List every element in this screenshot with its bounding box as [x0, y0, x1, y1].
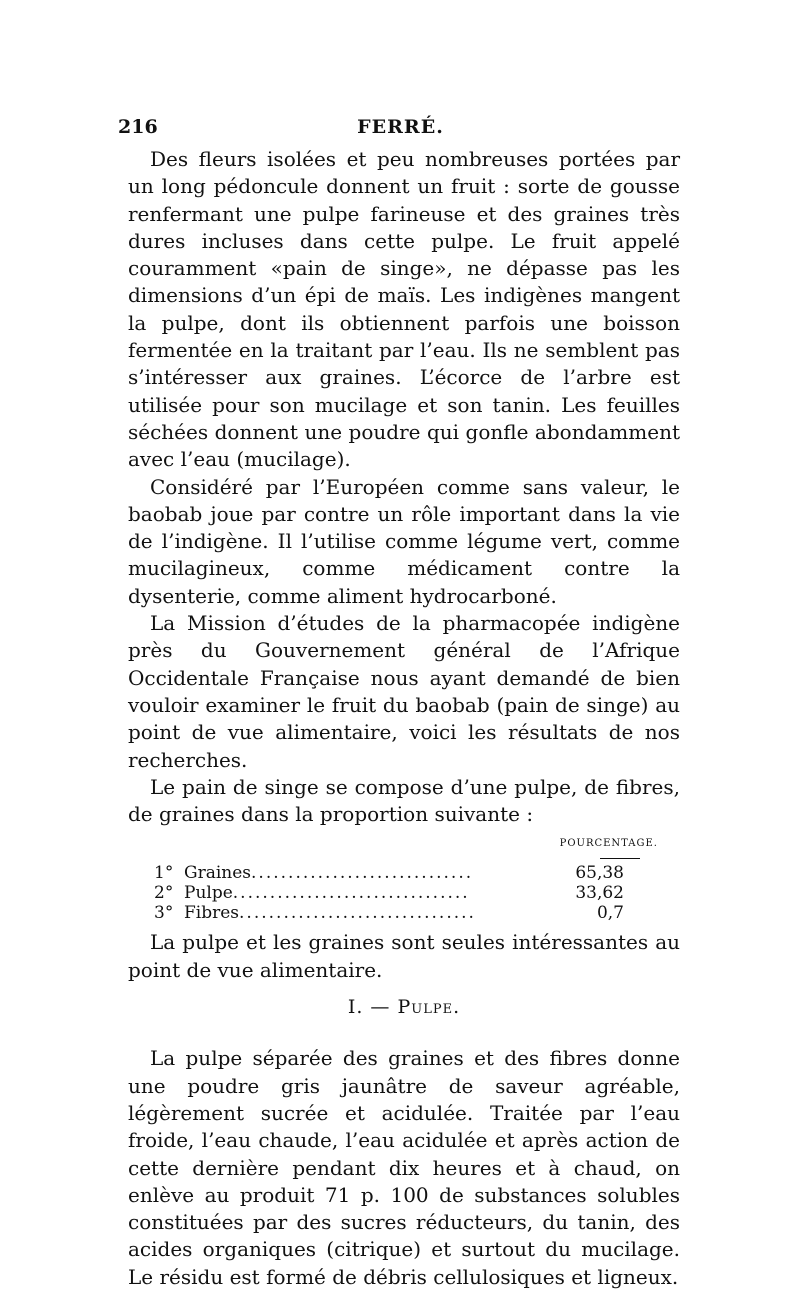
paragraph-composition: Le pain de singe se compose d’une pulpe, de fibres, de graines dans la proportion suivante :	[128, 774, 680, 827]
row-label: Pulpe	[184, 883, 233, 904]
row-label: Fibres	[184, 903, 240, 924]
row-number: 1°	[154, 863, 174, 884]
table-row	[154, 883, 624, 903]
table-rule	[600, 858, 640, 859]
section-number: I. —	[347, 996, 391, 1019]
paragraph-mission: La Mission d’études de la pharmacopée indigène près du Gouvernement général de l’Afrique Occidentale Française nous ayant demandé de bien vouloir examiner le fruit du baobab (pain de singe) au point de vue alimentaire, voici les résultats de nos recherches.	[128, 611, 680, 772]
body-text	[128, 146, 680, 1291]
running-title: FERRÉ.	[357, 116, 444, 138]
paragraph-interest: La pulpe et les graines sont seules intéressantes au point de vue alimentaire.	[128, 930, 680, 982]
page-header	[118, 116, 683, 146]
row-value: 65,38	[575, 863, 624, 884]
composition-table	[154, 863, 624, 923]
leader-dots: ..............................	[251, 863, 474, 884]
table-row	[154, 863, 624, 883]
leader-dots: ................................	[232, 883, 470, 904]
row-number: 2°	[154, 883, 174, 904]
table-unit-label: POURCENTAGE.	[559, 838, 658, 850]
table-row	[154, 903, 624, 923]
paragraph-pulp: La pulpe séparée des graines et des fibres donne une poudre gris jaunâtre de saveur agréable, légèrement sucrée et acidulée. Traitée par l’eau froide, l’eau chaude, l’eau acidulée et après action de cette dernière pendant dix heures et à chaud, on enlève au produit 71 p. 100 de substances solubles constituées par des sucres réducteurs, du tanin, des acides organiques (citrique) et surtout du mucilage. Le résidu est formé de débris cellulosiques et ligneux.	[128, 1046, 680, 1289]
row-number: 3°	[154, 903, 174, 924]
section-heading	[128, 994, 680, 1021]
leader-dots: ................................	[239, 903, 476, 924]
row-value: 33,62	[575, 883, 624, 904]
page-number: 216	[118, 116, 158, 138]
row-label: Graines	[184, 863, 252, 884]
paragraph-uses: Considéré par l’Européen comme sans valeur, le baobab joue par contre un rôle important dans la vie de l’indigène. Il l’utilise comme légume vert, comme mucilagineux, comme médicament contre la dysenterie, comme aliment hydrocarboné.	[128, 474, 680, 608]
row-value: 0,7	[596, 903, 624, 924]
section-title: Pulpe.	[397, 996, 461, 1019]
paragraph-description: Des fleurs isolées et peu nombreuses portées par un long pédoncule donnent un fruit : sorte de gousse renfermant une pulpe farineuse et des graines très dures incluses dans cette pulpe. Le fruit appelé couramment «pain de singe», ne dépasse pas les dimensions d’un épi de maïs. Les indigènes mangent la pulpe, dont ils obtiennent parfois une boisson fermentée en la traitant par l’eau. Ils ne semblent pas s’intéresser aux graines. L’écorce de l’arbre est utilisée pour son mucilage et son tanin. Les feuilles séchées donnent une poudre qui gonfle abondamment avec l’eau (mucilage).	[128, 147, 680, 472]
